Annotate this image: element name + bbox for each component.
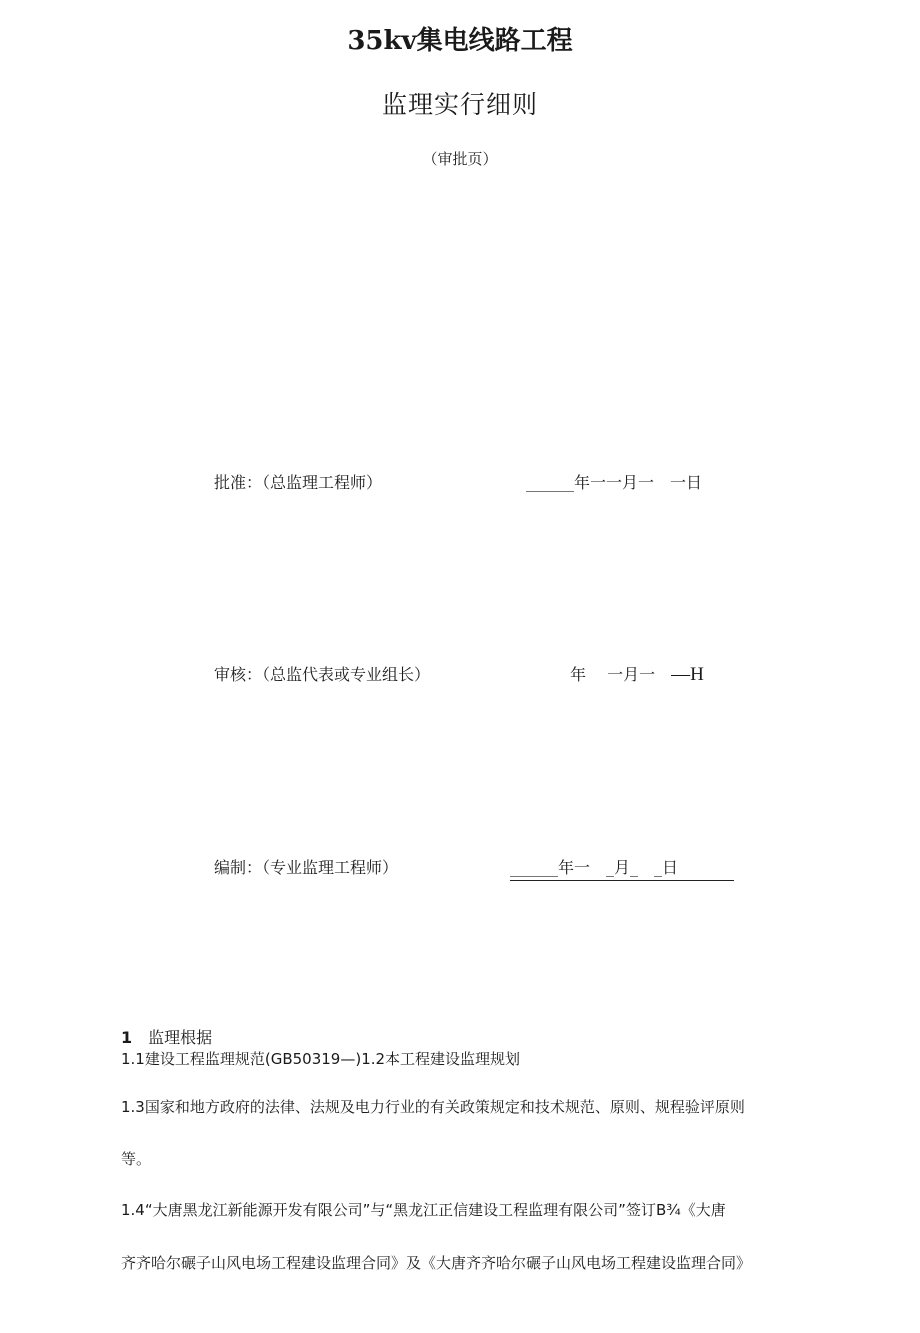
document-subtitle: 监理实行细则 bbox=[381, 90, 538, 119]
reviewer-date-prefix: 年 一月一 bbox=[570, 665, 672, 684]
reviewer-label: 审核：（总监代表或专业组长） bbox=[214, 665, 431, 684]
compiler-date-field: ______年一 _月_ _日 bbox=[510, 855, 734, 881]
paragraph: 1.1建设工程监理规范(GB50319—)1.2本工程建设监理规划 bbox=[121, 1050, 521, 1068]
reviewer-date-field bbox=[570, 662, 704, 686]
section-heading bbox=[121, 1025, 212, 1048]
paragraph: 等。 bbox=[121, 1150, 152, 1168]
paragraph: 1.3国家和地方政府的法律、法规及电力行业的有关政策规定和技术规范、原则、规程验评原则 bbox=[121, 1098, 745, 1116]
paragraph: 齐齐哈尔碾子山风电场工程建设监理合同》及《大唐齐齐哈尔碾子山风电场工程建设监理合同》 bbox=[121, 1254, 752, 1272]
paragraph: 1.4“大唐黑龙江新能源开发有限公司”与“黑龙江正信建设工程监理有限公司”签订B¾《大唐 bbox=[121, 1201, 726, 1219]
reviewer-date-suffix: —H bbox=[671, 664, 704, 685]
document-title: 35kv集电线路工程 bbox=[347, 26, 573, 56]
approval-page-label: （审批页） bbox=[422, 150, 498, 168]
section-number: 1 bbox=[121, 1028, 133, 1047]
compiler-label: 编制：（专业监理工程师） bbox=[214, 858, 399, 877]
section-title: 监理根据 bbox=[148, 1028, 213, 1047]
approver-label: 批准：（总监理工程师） bbox=[214, 473, 383, 492]
approver-date-field: ______年一一月一 一日 bbox=[526, 473, 703, 492]
